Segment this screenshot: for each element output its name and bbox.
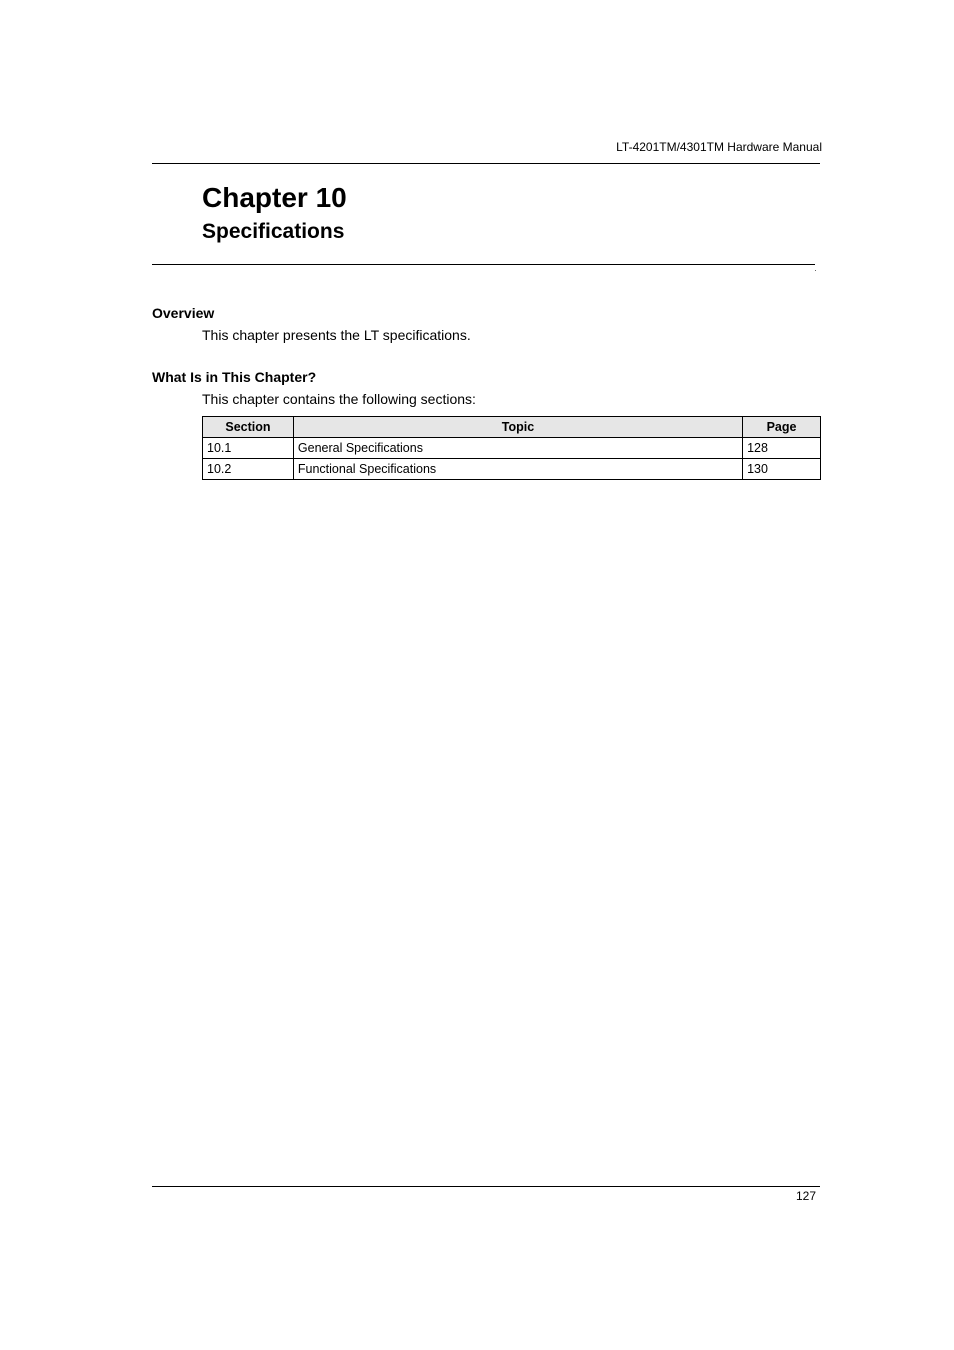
row-topic: Functional Specifications — [293, 459, 742, 480]
row-section: 10.1 — [203, 438, 294, 459]
header-topic: Topic — [293, 417, 742, 438]
header-page: Page — [743, 417, 821, 438]
sections-table — [202, 416, 821, 480]
page-number: 127 — [795, 1189, 816, 1203]
table-row — [203, 438, 821, 459]
overview-heading: Overview — [152, 305, 215, 321]
contents-intro: This chapter contains the following sections: — [202, 391, 476, 407]
row-topic: General Specifications — [293, 438, 742, 459]
overview-text: This chapter presents the LT specifications. — [202, 327, 471, 343]
manual-title: LT-4201TM/4301TM Hardware Manual — [616, 140, 822, 154]
header-section: Section — [203, 417, 294, 438]
divider-end-mark — [815, 270, 816, 271]
header-divider — [152, 163, 820, 164]
table-row — [203, 459, 821, 480]
chapter-title: Specifications — [202, 220, 345, 243]
table-header-row — [203, 417, 821, 438]
row-section: 10.2 — [203, 459, 294, 480]
chapter-number: Chapter 10 — [202, 182, 347, 213]
contents-heading: What Is in This Chapter? — [152, 369, 317, 385]
row-page: 130 — [743, 459, 821, 480]
row-page: 128 — [743, 438, 821, 459]
footer-divider — [152, 1186, 820, 1187]
chapter-divider — [152, 264, 815, 265]
